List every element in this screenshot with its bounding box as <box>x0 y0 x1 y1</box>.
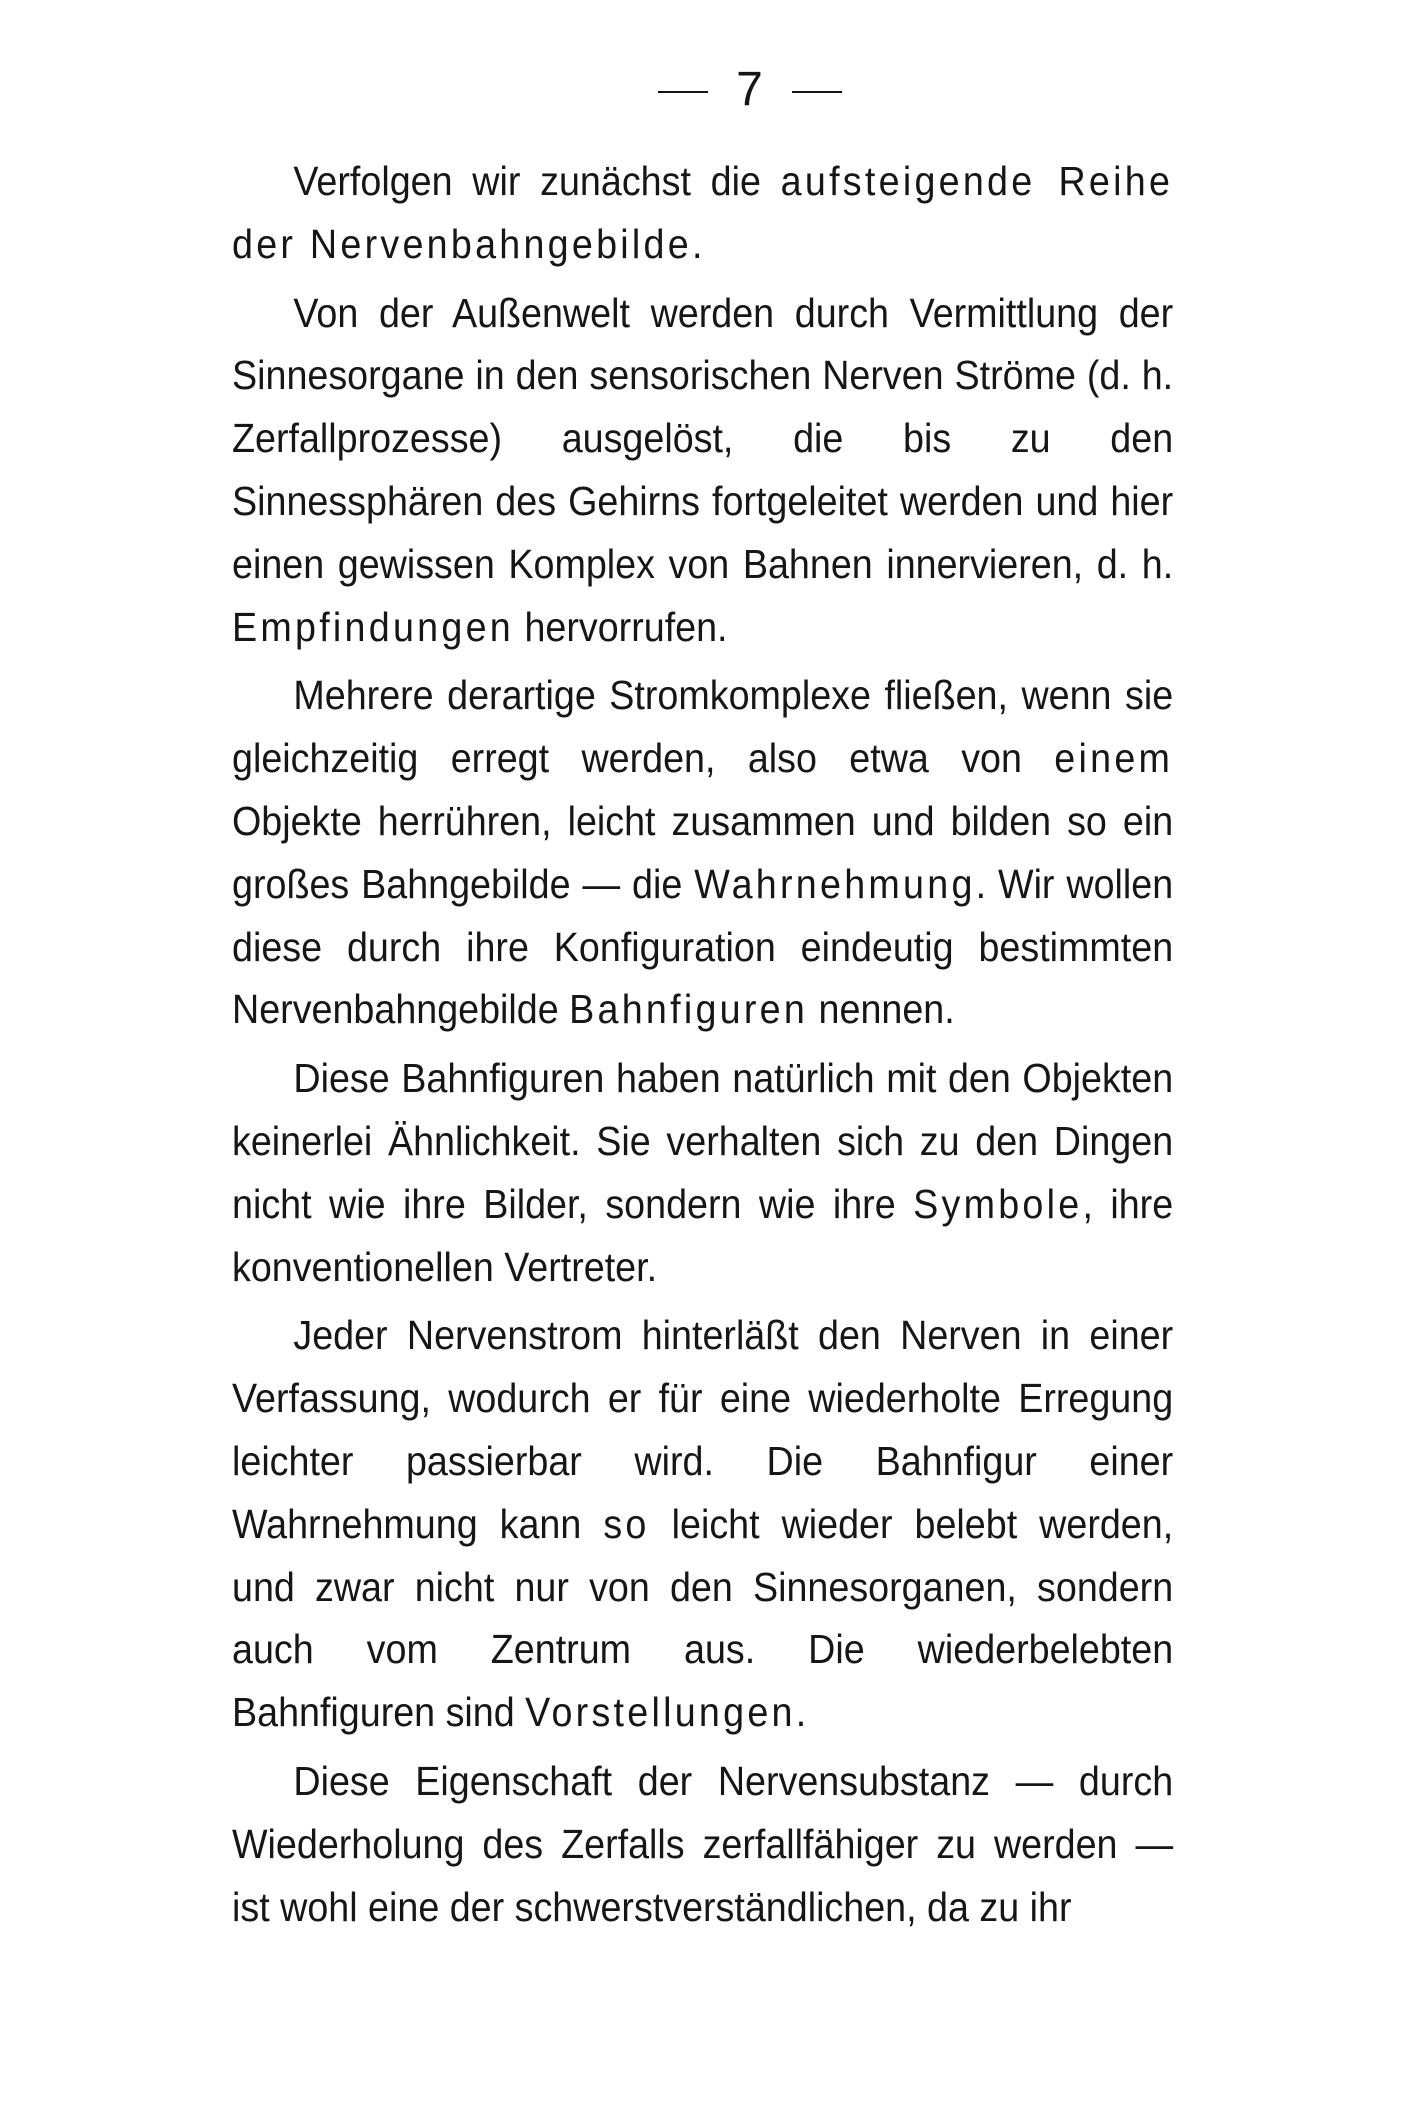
paragraph <box>232 150 1173 276</box>
body-text <box>232 150 1173 1938</box>
paragraph-text: nennen. <box>808 986 955 1033</box>
emphasized-text: so <box>603 1500 650 1547</box>
page-number-right-dash <box>792 91 842 93</box>
paragraph <box>232 1047 1173 1298</box>
paragraph-text: leicht wieder belebt werden, und zwar nicht nur von den Sinnesorganen, sondern auch vom Zentrum aus. Die wiederbelebten Bahnfiguren sind <box>232 1500 1174 1736</box>
paragraph-text: Diese Bahnfiguren haben natürlich mit den Objekten keinerlei Ähnlichkeit. Sie verhalten sich zu den Dingen nicht wie ihre Bilder, sondern wie ihre <box>232 1055 1174 1227</box>
paragraph-text: Diese Eigenschaft der Nervensubstanz — durch Wiederholung des Zerfalls zerfallfähiger zu werden — ist wohl eine der schwerstverständlichen, da zu ihr <box>232 1757 1174 1930</box>
paragraph-text: . <box>795 1689 807 1736</box>
emphasized-text: Empfindungen <box>232 603 514 650</box>
paragraph <box>232 664 1173 1041</box>
paragraph-text: Objekte herrühren, leicht zusammen und bilden so ein großes Bahngebilde — die <box>232 797 1174 907</box>
emphasized-text: Vorstellungen <box>525 1689 796 1736</box>
paragraph-text: . Wir wollen diese durch ihre Konfiguration eindeutig bestimmten Nervenbahngebilde <box>232 860 1174 1033</box>
emphasized-text: Wahrnehmung <box>694 860 976 907</box>
emphasized-text: einem <box>1054 735 1174 782</box>
emphasized-text: Bahnfiguren <box>569 986 809 1033</box>
paragraph-text: Verfolgen wir zunächst die <box>293 158 781 204</box>
paragraph-text: hervorrufen. <box>513 603 728 650</box>
page-number <box>0 62 1420 117</box>
paragraph <box>232 282 1173 659</box>
emphasized-text: Symbole <box>913 1180 1083 1227</box>
paragraph-text: , ihre konventionellen Vertreter. <box>232 1180 1174 1290</box>
paragraph-text: Von der Außenwelt werden durch Vermittlung der Sinnesorgane in den sensorischen Nerven Ströme (d. h. Zerfallprozesse) ausgelöst, die bis zu den Sinnessphären des Gehirns fortgeleitet werden und hier einen gewissen Komplex von Bahnen innervieren, d. h. <box>232 289 1174 587</box>
paragraph <box>232 1750 1173 1938</box>
paragraph-text: Jeder Nervenstrom hinterläßt den Nerven in einer Verfassung, wodurch er für eine wiederholte Erregung leichter passierbar wird. Die Bahnfigur einer Wahrnehmung kann <box>232 1312 1174 1547</box>
emphasized-text: aufsteigende Reihe der Nervenbahngebilde. <box>232 158 1174 267</box>
paragraph <box>232 1304 1173 1744</box>
paragraph-text: Mehrere derartige Stromkomplexe fließen, wenn sie gleichzeitig erregt werden, also etwa von <box>232 672 1174 782</box>
page-number-left-dash <box>658 91 708 93</box>
page-number-value: 7 <box>736 63 764 116</box>
